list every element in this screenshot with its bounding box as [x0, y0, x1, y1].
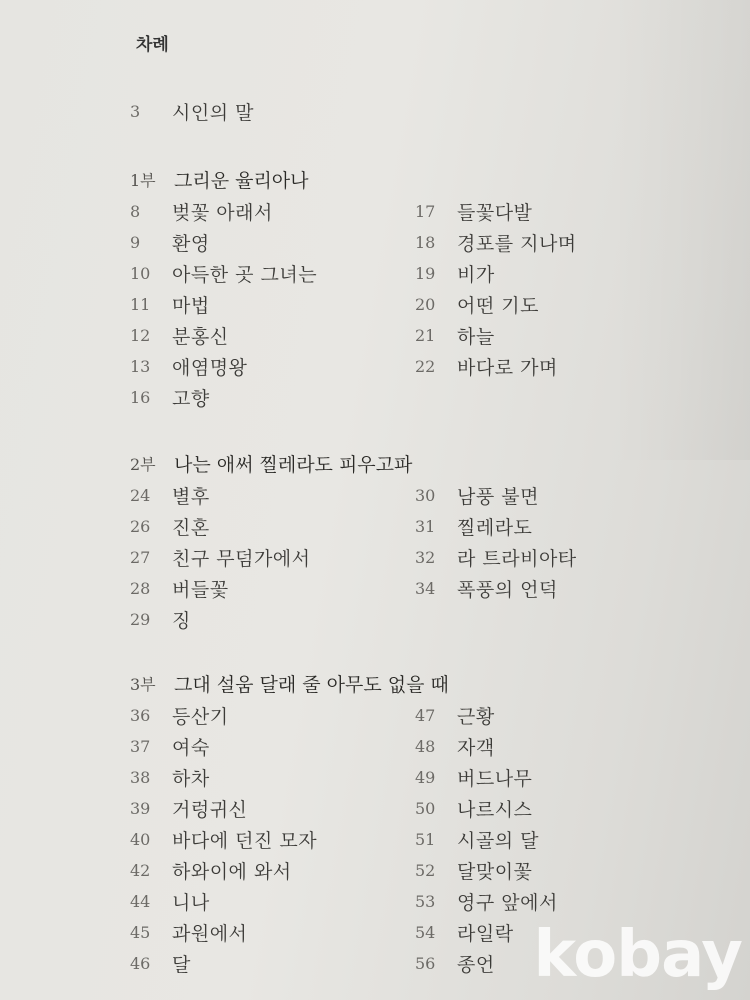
page-number: 42: [130, 861, 151, 880]
entry-title: 여숙: [172, 737, 210, 759]
toc-entry: [415, 542, 715, 573]
page-number: 29: [130, 610, 151, 629]
entry-title: 고향: [172, 388, 210, 410]
page-number: 44: [130, 892, 151, 911]
part-number: 3부: [130, 674, 156, 694]
toc-heading: 차례: [136, 35, 169, 55]
entry-title: 바다에 던진 모자: [172, 830, 318, 852]
toc-entry: [130, 824, 415, 855]
toc-entry: [130, 948, 415, 979]
entry-title: 영구 앞에서: [457, 892, 558, 914]
page-number: 48: [415, 737, 436, 756]
entry-title: 벚꽃 아래서: [172, 202, 273, 224]
page-number: 30: [415, 486, 436, 505]
toc-entry: [130, 196, 415, 227]
toc-entry: [130, 382, 415, 413]
entry-title: 버드나무: [457, 768, 533, 790]
page-number: 27: [130, 548, 151, 567]
entry-title: 니나: [172, 892, 210, 914]
page-number: 53: [415, 892, 436, 911]
page-number: 34: [415, 579, 436, 598]
toc-entry: [130, 258, 415, 289]
entry-title: 하와이에 와서: [172, 861, 292, 883]
page-number: 13: [130, 357, 151, 376]
entry-title: 바다로 가며: [457, 357, 558, 379]
page-number: 36: [130, 706, 151, 725]
entry-title: 하늘: [457, 326, 495, 348]
toc-entry: [130, 886, 415, 917]
toc-entry: [415, 731, 715, 762]
toc-entry: [130, 511, 415, 542]
entry-title: 거렁귀신: [172, 799, 248, 821]
page-number: 28: [130, 579, 151, 598]
page-number: 46: [130, 954, 151, 973]
toc-entry: [415, 289, 715, 320]
page-number: 17: [415, 202, 436, 221]
toc-entry: [130, 762, 415, 793]
part-title: 나는 애써 찔레라도 피우고파: [174, 453, 413, 476]
toc-entry: [130, 604, 415, 635]
toc-entry: [130, 480, 415, 511]
page-number: 8: [130, 202, 141, 221]
page-number: 51: [415, 830, 436, 849]
toc-entry: [130, 855, 415, 886]
entry-title: 비가: [457, 264, 495, 286]
left-column: [130, 700, 415, 979]
page-number: 54: [415, 923, 436, 942]
page-number: 32: [415, 548, 436, 567]
entry-title: 근황: [457, 706, 495, 728]
entry-title: 아득한 곳 그녀는: [172, 264, 318, 286]
entry-title: 하차: [172, 768, 210, 790]
part-title: 그대 설움 달래 줄 아무도 없을 때: [174, 673, 449, 696]
toc-entry: [415, 196, 715, 227]
right-column: [415, 480, 715, 635]
preface-entry: [130, 96, 254, 127]
page-number: 56: [415, 954, 436, 973]
page-number: 37: [130, 737, 151, 756]
entry-title: 자객: [457, 737, 495, 759]
entry-title: 진혼: [172, 517, 210, 539]
entry-title: 경포를 지나며: [457, 233, 577, 255]
part-number: 2부: [130, 454, 156, 474]
page-number: 10: [130, 264, 151, 283]
entry-title: 징: [172, 610, 191, 632]
toc-entry: [415, 793, 715, 824]
toc-entry: [415, 320, 715, 351]
page-number: 47: [415, 706, 436, 725]
entry-title: 등산기: [172, 706, 229, 728]
page-number: 26: [130, 517, 151, 536]
toc-entry: [415, 480, 715, 511]
part-title: 그리운 율리아나: [174, 169, 309, 192]
toc-entry: [130, 351, 415, 382]
page-number: 24: [130, 486, 151, 505]
page-number: 40: [130, 830, 151, 849]
entry-title: 애염명왕: [172, 357, 248, 379]
entry-title: 환영: [172, 233, 210, 255]
toc-entry: [130, 793, 415, 824]
page-number: 45: [130, 923, 151, 942]
part-heading: [130, 448, 730, 478]
toc-entry: [415, 855, 715, 886]
left-column: [130, 480, 415, 635]
page-number: 39: [130, 799, 151, 818]
entry-title: 들꽃다발: [457, 202, 533, 224]
toc-entry: [130, 700, 415, 731]
toc-entry: [415, 227, 715, 258]
toc-entry: [130, 289, 415, 320]
toc-entry: [130, 542, 415, 573]
entry-title: 별후: [172, 486, 210, 508]
part-heading: [130, 164, 730, 194]
entry-title: 라 트라비아타: [457, 548, 577, 570]
entry-title: 어떤 기도: [457, 295, 539, 317]
page-number: 21: [415, 326, 436, 345]
page-number: 12: [130, 326, 151, 345]
entry-title: 달: [172, 954, 191, 976]
part-2-section: [130, 448, 730, 635]
entry-title: 친구 무덤가에서: [172, 548, 311, 570]
left-column: [130, 196, 415, 413]
page-number: 52: [415, 861, 436, 880]
entry-title: 시골의 달: [457, 830, 539, 852]
page-number: 18: [415, 233, 436, 252]
page-number: 3: [130, 102, 141, 121]
entry-title: 폭풍의 언덕: [457, 579, 558, 601]
entry-title: 버들꽃: [172, 579, 229, 601]
entry-title: 종언: [457, 954, 495, 976]
toc-entry: [415, 886, 715, 917]
toc-entry: [130, 731, 415, 762]
entry-title: 마법: [172, 295, 210, 317]
page-number: 9: [130, 233, 141, 252]
entry-title: 달맞이꽃: [457, 861, 533, 883]
entry-title: 찔레라도: [457, 517, 533, 539]
toc-entry: [130, 573, 415, 604]
part-heading: [130, 668, 730, 698]
toc-entry: [130, 320, 415, 351]
entry-title: 시인의 말: [172, 102, 254, 124]
entry-title: 과원에서: [172, 923, 248, 945]
page-number: 49: [415, 768, 436, 787]
part-number: 1부: [130, 170, 156, 190]
page-number: 20: [415, 295, 436, 314]
toc-entry: [415, 762, 715, 793]
toc-entry: [130, 917, 415, 948]
toc-entry: [415, 258, 715, 289]
toc-entry: [415, 511, 715, 542]
right-column: [415, 196, 715, 413]
page-number: 22: [415, 357, 436, 376]
page-number: 11: [130, 295, 151, 314]
page-number: 50: [415, 799, 436, 818]
page-number: 38: [130, 768, 151, 787]
page-number: 31: [415, 517, 436, 536]
toc-entry: [415, 351, 715, 382]
entry-title: 라일락: [457, 923, 514, 945]
entry-title: 분홍신: [172, 326, 229, 348]
entry-title: 남풍 불면: [457, 486, 539, 508]
page-number: 19: [415, 264, 436, 283]
entry-title: 나르시스: [457, 799, 533, 821]
toc-entry: [415, 573, 715, 604]
toc-entry: [130, 227, 415, 258]
part-1-section: [130, 164, 730, 413]
toc-entry: [415, 824, 715, 855]
page-number: 16: [130, 388, 151, 407]
watermark-logo: kobay: [533, 918, 742, 992]
toc-entry: [415, 700, 715, 731]
